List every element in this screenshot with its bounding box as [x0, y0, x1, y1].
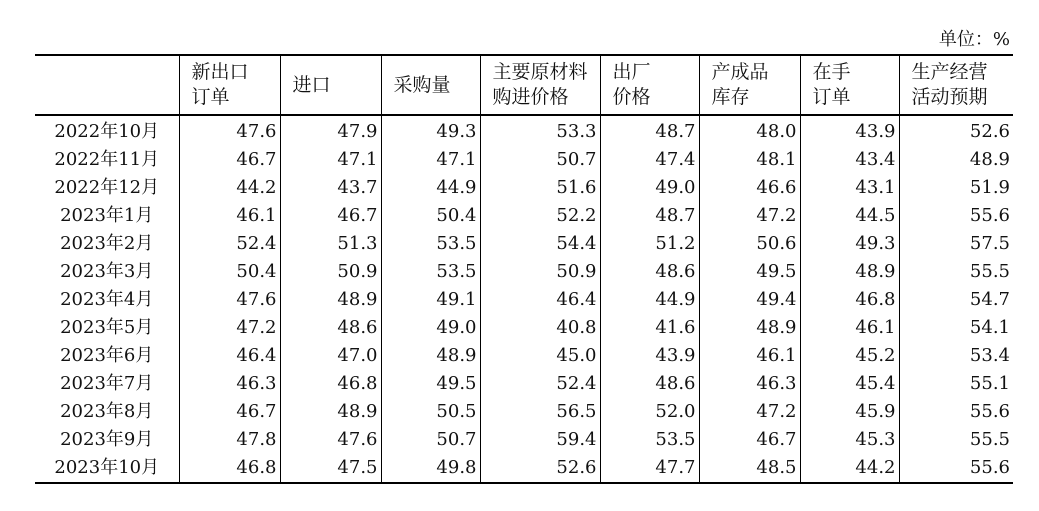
table-body	[35, 115, 1013, 483]
header-line: 新出口	[191, 61, 249, 83]
backlog-orders-cell: 46.1	[800, 314, 899, 342]
purchase-quantity-cell: 49.5	[381, 370, 480, 398]
new-export-orders-cell: 46.8	[179, 454, 280, 483]
backlog-orders-cell: 43.1	[800, 174, 899, 202]
ex-factory-price-cell: 47.4	[600, 146, 699, 174]
finished-goods-inventory-cell: 47.2	[699, 398, 800, 426]
header-line: 生产经营	[911, 61, 988, 83]
backlog-orders-cell: 45.9	[800, 398, 899, 426]
header-line: 购进价格	[492, 86, 569, 108]
business-expectations-cell: 55.1	[899, 370, 1013, 398]
ex-factory-price-cell: 43.9	[600, 342, 699, 370]
month-cell: 2023年2月	[60, 233, 154, 254]
new-export-orders-cell: 47.8	[179, 426, 280, 454]
header-finished-goods-inventory	[699, 55, 800, 115]
table-row	[35, 286, 1013, 314]
raw-material-purchase-price-cell: 46.4	[480, 286, 600, 314]
finished-goods-inventory-cell: 46.7	[699, 426, 800, 454]
table-row	[35, 258, 1013, 286]
backlog-orders-cell: 44.2	[800, 454, 899, 483]
header-line: 订单	[812, 86, 851, 108]
header-line: 活动预期	[911, 86, 988, 108]
month-cell: 2023年9月	[60, 429, 154, 450]
imports-cell: 48.9	[280, 398, 381, 426]
purchase-quantity-cell: 50.4	[381, 202, 480, 230]
purchase-quantity-cell: 49.0	[381, 314, 480, 342]
business-expectations-cell: 54.1	[899, 314, 1013, 342]
raw-material-purchase-price-cell: 45.0	[480, 342, 600, 370]
new-export-orders-cell: 46.7	[179, 398, 280, 426]
table-row	[35, 174, 1013, 202]
finished-goods-inventory-cell: 49.4	[699, 286, 800, 314]
ex-factory-price-cell: 48.6	[600, 370, 699, 398]
business-expectations-cell: 55.5	[899, 258, 1013, 286]
business-expectations-cell: 55.5	[899, 426, 1013, 454]
business-expectations-cell: 52.6	[899, 115, 1013, 146]
new-export-orders-cell: 52.4	[179, 230, 280, 258]
ex-factory-price-cell: 51.2	[600, 230, 699, 258]
backlog-orders-cell: 43.4	[800, 146, 899, 174]
finished-goods-inventory-cell: 48.1	[699, 146, 800, 174]
month-cell: 2022年11月	[54, 149, 160, 170]
ex-factory-price-cell: 44.9	[600, 286, 699, 314]
business-expectations-cell: 48.9	[899, 146, 1013, 174]
month-cell: 2022年10月	[54, 121, 160, 142]
month-cell: 2023年10月	[54, 457, 160, 478]
imports-cell: 47.6	[280, 426, 381, 454]
header-line: 采购量	[393, 73, 451, 96]
raw-material-purchase-price-cell: 40.8	[480, 314, 600, 342]
table-row	[35, 342, 1013, 370]
header-row	[35, 55, 1013, 115]
month-cell: 2023年8月	[60, 401, 154, 422]
ex-factory-price-cell: 48.7	[600, 115, 699, 146]
raw-material-purchase-price-cell: 52.6	[480, 454, 600, 483]
header-backlog-orders	[800, 55, 899, 115]
backlog-orders-cell: 45.4	[800, 370, 899, 398]
purchase-quantity-cell: 47.1	[381, 146, 480, 174]
backlog-orders-cell: 43.9	[800, 115, 899, 146]
header-imports	[280, 55, 381, 115]
header-new-export-orders	[179, 55, 280, 115]
header-line: 库存	[711, 86, 750, 108]
backlog-orders-cell: 44.5	[800, 202, 899, 230]
backlog-orders-cell: 49.3	[800, 230, 899, 258]
finished-goods-inventory-cell: 46.3	[699, 370, 800, 398]
finished-goods-inventory-cell: 47.2	[699, 202, 800, 230]
table-row	[35, 146, 1013, 174]
purchase-quantity-cell: 50.7	[381, 426, 480, 454]
finished-goods-inventory-cell: 48.0	[699, 115, 800, 146]
finished-goods-inventory-cell: 48.9	[699, 314, 800, 342]
header-line: 订单	[191, 86, 230, 108]
finished-goods-inventory-cell: 49.5	[699, 258, 800, 286]
business-expectations-cell: 55.6	[899, 398, 1013, 426]
new-export-orders-cell: 47.2	[179, 314, 280, 342]
table-row	[35, 115, 1013, 146]
raw-material-purchase-price-cell: 53.3	[480, 115, 600, 146]
header-line: 在手	[812, 61, 851, 83]
table-row	[35, 314, 1013, 342]
imports-cell: 47.0	[280, 342, 381, 370]
raw-material-purchase-price-cell: 50.9	[480, 258, 600, 286]
ex-factory-price-cell: 52.0	[600, 398, 699, 426]
purchase-quantity-cell: 49.3	[381, 115, 480, 146]
ex-factory-price-cell: 48.7	[600, 202, 699, 230]
purchase-quantity-cell: 53.5	[381, 258, 480, 286]
month-cell: 2023年5月	[60, 317, 154, 338]
table-row	[35, 426, 1013, 454]
purchase-quantity-cell: 48.9	[381, 342, 480, 370]
new-export-orders-cell: 46.4	[179, 342, 280, 370]
header-corner	[35, 55, 179, 115]
month-cell: 2023年7月	[60, 373, 154, 394]
purchase-quantity-cell: 49.1	[381, 286, 480, 314]
month-cell: 2023年3月	[60, 261, 154, 282]
ex-factory-price-cell: 47.7	[600, 454, 699, 483]
imports-cell: 47.1	[280, 146, 381, 174]
imports-cell: 46.7	[280, 202, 381, 230]
finished-goods-inventory-cell: 46.6	[699, 174, 800, 202]
purchase-quantity-cell: 53.5	[381, 230, 480, 258]
header-line: 主要原材料	[492, 61, 588, 83]
new-export-orders-cell: 47.6	[179, 115, 280, 146]
month-cell: 2023年1月	[60, 205, 154, 226]
header-line: 出厂	[612, 61, 651, 83]
month-cell: 2023年4月	[60, 289, 154, 310]
header-line: 价格	[612, 86, 651, 108]
backlog-orders-cell: 48.9	[800, 258, 899, 286]
raw-material-purchase-price-cell: 52.2	[480, 202, 600, 230]
header-ex-factory-price	[600, 55, 699, 115]
new-export-orders-cell: 46.1	[179, 202, 280, 230]
header-purchase-quantity	[381, 55, 480, 115]
header-raw-material-purchase-price	[480, 55, 600, 115]
new-export-orders-cell: 47.6	[179, 286, 280, 314]
imports-cell: 50.9	[280, 258, 381, 286]
raw-material-purchase-price-cell: 59.4	[480, 426, 600, 454]
ex-factory-price-cell: 41.6	[600, 314, 699, 342]
pmi-sub-index-table	[35, 54, 1013, 484]
header-line: 产成品	[711, 61, 769, 83]
new-export-orders-cell: 46.3	[179, 370, 280, 398]
header-business-expectations	[899, 55, 1013, 115]
business-expectations-cell: 57.5	[899, 230, 1013, 258]
table-row	[35, 454, 1013, 483]
ex-factory-price-cell: 49.0	[600, 174, 699, 202]
new-export-orders-cell: 44.2	[179, 174, 280, 202]
raw-material-purchase-price-cell: 52.4	[480, 370, 600, 398]
finished-goods-inventory-cell: 46.1	[699, 342, 800, 370]
business-expectations-cell: 53.4	[899, 342, 1013, 370]
imports-cell: 51.3	[280, 230, 381, 258]
table-row	[35, 398, 1013, 426]
business-expectations-cell: 55.6	[899, 454, 1013, 483]
raw-material-purchase-price-cell: 50.7	[480, 146, 600, 174]
business-expectations-cell: 54.7	[899, 286, 1013, 314]
new-export-orders-cell: 50.4	[179, 258, 280, 286]
ex-factory-price-cell: 53.5	[600, 426, 699, 454]
imports-cell: 48.9	[280, 286, 381, 314]
month-cell: 2022年12月	[54, 177, 160, 198]
table-row	[35, 370, 1013, 398]
purchase-quantity-cell: 50.5	[381, 398, 480, 426]
finished-goods-inventory-cell: 48.5	[699, 454, 800, 483]
ex-factory-price-cell: 48.6	[600, 258, 699, 286]
imports-cell: 47.9	[280, 115, 381, 146]
month-cell: 2023年6月	[60, 345, 154, 366]
imports-cell: 47.5	[280, 454, 381, 483]
raw-material-purchase-price-cell: 54.4	[480, 230, 600, 258]
backlog-orders-cell: 45.3	[800, 426, 899, 454]
purchase-quantity-cell: 49.8	[381, 454, 480, 483]
imports-cell: 43.7	[280, 174, 381, 202]
backlog-orders-cell: 45.2	[800, 342, 899, 370]
header-line: 进口	[292, 73, 331, 96]
backlog-orders-cell: 46.8	[800, 286, 899, 314]
raw-material-purchase-price-cell: 51.6	[480, 174, 600, 202]
imports-cell: 48.6	[280, 314, 381, 342]
business-expectations-cell: 51.9	[899, 174, 1013, 202]
unit-label: 单位：%	[938, 29, 1010, 50]
raw-material-purchase-price-cell: 56.5	[480, 398, 600, 426]
imports-cell: 46.8	[280, 370, 381, 398]
purchase-quantity-cell: 44.9	[381, 174, 480, 202]
table-row	[35, 202, 1013, 230]
new-export-orders-cell: 46.7	[179, 146, 280, 174]
business-expectations-cell: 55.6	[899, 202, 1013, 230]
finished-goods-inventory-cell: 50.6	[699, 230, 800, 258]
table-row	[35, 230, 1013, 258]
